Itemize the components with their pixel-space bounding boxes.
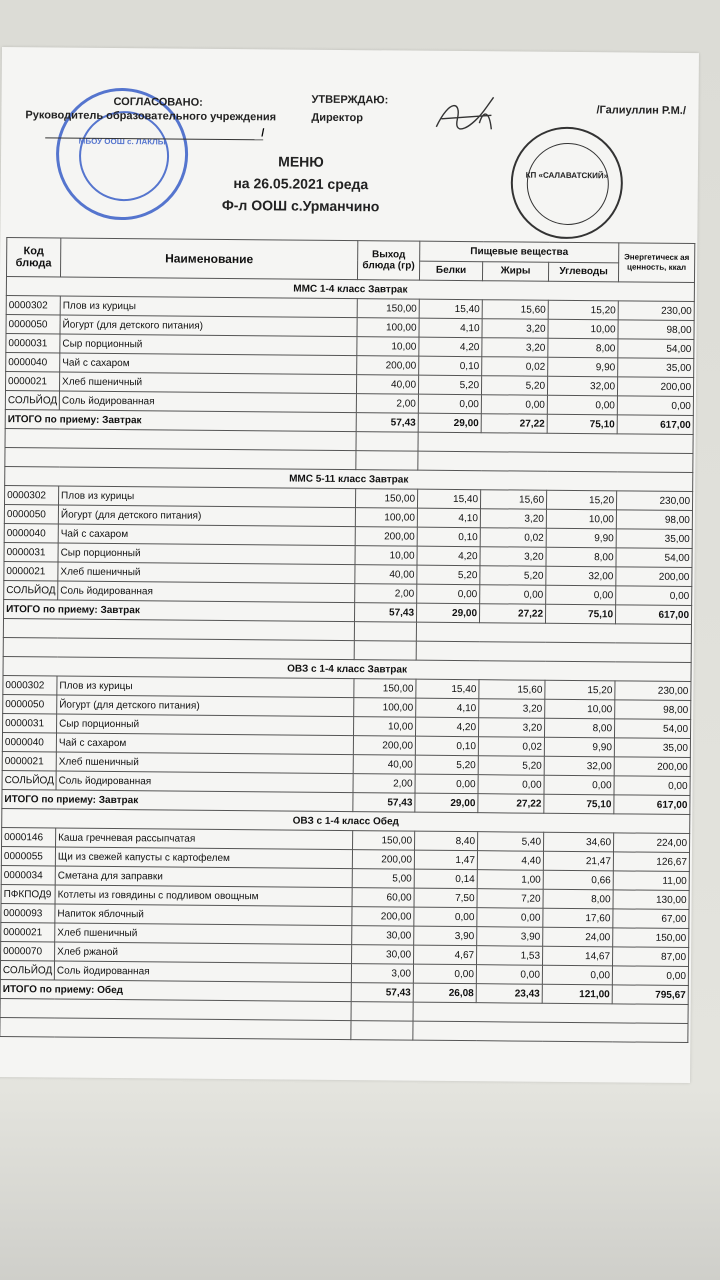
dish-energy: 98,00	[615, 700, 691, 720]
director-name: /Галиуллин Р.М./	[596, 104, 686, 117]
dish-name: Хлеб ржаной	[55, 942, 352, 964]
dish-fat: 15,60	[480, 490, 546, 510]
dish-carbs: 10,00	[548, 319, 618, 339]
dish-energy: 98,00	[616, 510, 692, 530]
dish-name: Хлеб пшеничный	[58, 562, 355, 584]
dish-energy: 224,00	[613, 833, 689, 853]
col-energy: Энергетическ ая ценность, ккал	[618, 243, 694, 283]
dish-code: 0000070	[1, 942, 55, 961]
dish-energy: 0,00	[617, 396, 693, 416]
dish-fat: 4,40	[477, 851, 543, 871]
dish-fat: 0,02	[478, 737, 544, 757]
dish-protein: 5,20	[417, 565, 480, 585]
menu-table-body	[0, 277, 694, 1043]
signature-line-end: /	[261, 127, 265, 140]
total-energy: 617,00	[615, 605, 691, 625]
dish-name: Чай с сахаром	[60, 353, 357, 375]
dish-carbs: 0,00	[542, 965, 612, 985]
dish-protein: 0,00	[413, 964, 476, 984]
dish-protein: 0,00	[417, 584, 480, 604]
dish-protein: 0,10	[415, 736, 478, 756]
total-protein: 29,00	[418, 413, 481, 433]
dish-code: СОЛЬЙОД	[2, 771, 56, 790]
school-name: Ф-л ООШ с.Урманчино	[221, 196, 380, 215]
dish-code: 0000050	[4, 505, 58, 524]
total-weight: 57,43	[354, 603, 416, 623]
dish-weight: 150,00	[355, 489, 417, 509]
dish-name: Сметана для заправки	[55, 866, 352, 888]
menu-date: на 26.05.2021 среда	[233, 175, 369, 193]
dish-energy: 35,00	[616, 529, 692, 549]
total-carbs: 75,10	[544, 794, 614, 814]
total-label: ИТОГО по приему: Завтрак	[2, 790, 353, 812]
dish-name: Хлеб пшеничный	[56, 752, 353, 774]
dish-fat: 0,00	[476, 965, 542, 985]
dish-code: 0000040	[2, 733, 56, 752]
blank-cell	[416, 641, 691, 662]
dish-fat: 1,00	[477, 870, 543, 890]
dish-energy: 126,67	[613, 852, 689, 872]
dish-code: СОЛЬЙОД	[0, 961, 54, 980]
dish-protein: 15,40	[417, 489, 480, 509]
dish-code: 0000031	[3, 714, 57, 733]
dish-code: 0000021	[2, 752, 56, 771]
dish-weight: 100,00	[355, 508, 417, 528]
dish-energy: 130,00	[613, 890, 689, 910]
dish-weight: 3,00	[351, 964, 413, 984]
dish-fat: 5,20	[481, 376, 547, 396]
dish-energy: 35,00	[618, 358, 694, 378]
dish-weight: 40,00	[356, 375, 418, 395]
dish-name: Каша гречневая рассыпчатая	[56, 828, 353, 850]
section-title: ММС 1-4 класс Завтрак	[6, 277, 694, 302]
dish-name: Йогурт (для детского питания)	[58, 505, 355, 527]
dish-weight: 2,00	[355, 584, 417, 604]
dish-code: 0000302	[3, 676, 57, 695]
total-label: ИТОГО по приему: Завтрак	[5, 410, 356, 432]
dish-energy: 230,00	[615, 681, 691, 701]
dish-weight: 100,00	[354, 698, 416, 718]
dish-fat: 0,00	[480, 585, 546, 605]
dish-name: Чай с сахаром	[56, 733, 353, 755]
dish-weight: 2,00	[353, 774, 415, 794]
dish-code: 0000055	[1, 847, 55, 866]
dish-protein: 4,20	[419, 337, 482, 357]
section-title: ОВЗ с 1-4 класс Обед	[2, 809, 690, 834]
dish-code: 0000050	[3, 695, 57, 714]
dish-protein: 8,40	[415, 831, 478, 851]
dish-energy: 0,00	[616, 586, 692, 606]
dish-carbs: 14,67	[543, 946, 613, 966]
dish-energy: 87,00	[613, 947, 689, 967]
dish-fat: 15,60	[479, 680, 545, 700]
total-energy: 795,67	[612, 985, 688, 1005]
dish-code: СОЛЬЙОД	[5, 391, 59, 410]
total-weight: 57,43	[351, 983, 413, 1003]
total-fat: 27,22	[479, 604, 545, 624]
dish-carbs: 8,00	[544, 718, 614, 738]
dish-carbs: 8,00	[546, 547, 616, 567]
col-code: Код блюда	[6, 238, 60, 277]
dish-carbs: 9,90	[548, 357, 618, 377]
total-fat: 23,43	[476, 984, 542, 1004]
dish-code: 0000040	[6, 353, 60, 372]
blank-cell	[356, 451, 418, 471]
total-fat: 27,22	[478, 794, 544, 814]
dish-name: Сыр порционный	[58, 543, 355, 565]
col-fat: Жиры	[482, 261, 548, 281]
dish-code: СОЛЬЙОД	[4, 581, 58, 600]
dish-weight: 200,00	[357, 356, 419, 376]
total-protein: 29,00	[416, 603, 479, 623]
blank-cell	[354, 622, 416, 642]
dish-code: 0000021	[4, 562, 58, 581]
dish-name: Соль йодированная	[54, 961, 351, 983]
dish-energy: 35,00	[614, 738, 690, 758]
dish-protein: 0,00	[414, 907, 477, 927]
dish-energy: 0,00	[614, 776, 690, 796]
dish-energy: 200,00	[614, 757, 690, 777]
dish-weight: 10,00	[357, 337, 419, 357]
dish-protein: 1,47	[414, 850, 477, 870]
dish-energy: 11,00	[613, 871, 689, 891]
dish-carbs: 32,00	[546, 566, 616, 586]
total-carbs: 75,10	[545, 604, 615, 624]
total-energy: 617,00	[617, 415, 693, 435]
col-carbs: Углеводы	[548, 262, 618, 282]
dish-weight: 40,00	[353, 755, 415, 775]
total-protein: 26,08	[413, 983, 476, 1003]
dish-name: Хлеб пшеничный	[60, 372, 357, 394]
dish-name: Напиток яблочный	[55, 904, 352, 926]
dish-code: 0000302	[5, 486, 59, 505]
dish-energy: 0,00	[612, 966, 688, 986]
dish-name: Котлеты из говядины с подливом овощным	[55, 885, 352, 907]
dish-energy: 54,00	[616, 548, 692, 568]
dish-energy: 200,00	[616, 567, 692, 587]
dish-weight: 5,00	[352, 869, 414, 889]
dish-code: 0000034	[1, 866, 55, 885]
dish-fat: 15,60	[482, 300, 548, 320]
dish-energy: 150,00	[613, 928, 689, 948]
dish-fat: 0,00	[481, 395, 547, 415]
dish-fat: 5,40	[478, 832, 544, 852]
blank-cell	[418, 432, 693, 453]
dish-fat: 3,20	[478, 718, 544, 738]
dish-protein: 0,10	[417, 527, 480, 547]
dish-protein: 7,50	[414, 888, 477, 908]
dish-weight: 200,00	[355, 527, 417, 547]
blank-cell	[418, 451, 693, 472]
dish-code: ПФКПОД9	[1, 885, 55, 904]
dish-weight: 100,00	[357, 318, 419, 338]
dish-fat: 0,00	[477, 908, 543, 928]
dish-name: Соль йодированная	[58, 581, 355, 603]
dish-name: Йогурт (для детского питания)	[60, 315, 357, 337]
col-name: Наименование	[60, 238, 357, 280]
col-weight: Выход блюда (гр)	[357, 241, 419, 281]
dish-protein: 0,14	[414, 869, 477, 889]
dish-carbs: 32,00	[547, 376, 617, 396]
dish-protein: 3,90	[414, 926, 477, 946]
dish-fat: 3,20	[479, 699, 545, 719]
dish-carbs: 21,47	[543, 851, 613, 871]
blank-cell	[413, 1002, 688, 1023]
dish-fat: 3,20	[480, 509, 546, 529]
dish-name: Соль йодированная	[59, 391, 356, 413]
dish-energy: 67,00	[613, 909, 689, 929]
dish-fat: 5,20	[480, 566, 546, 586]
col-protein: Белки	[419, 261, 482, 281]
total-carbs: 75,10	[547, 414, 617, 434]
dish-protein: 5,20	[418, 375, 481, 395]
dish-code: 0000021	[6, 372, 60, 391]
dish-weight: 150,00	[357, 299, 419, 319]
dish-carbs: 15,20	[548, 300, 618, 320]
total-weight: 57,43	[356, 413, 418, 433]
dish-energy: 54,00	[614, 719, 690, 739]
dish-carbs: 8,00	[543, 889, 613, 909]
dish-energy: 200,00	[617, 377, 693, 397]
dish-name: Щи из свежей капусты с картофелем	[55, 847, 352, 869]
dish-weight: 150,00	[354, 679, 416, 699]
dish-code: 0000031	[6, 334, 60, 353]
dish-fat: 3,20	[482, 338, 548, 358]
dish-protein: 15,40	[419, 299, 482, 319]
dish-fat: 5,20	[478, 756, 544, 776]
dish-carbs: 0,00	[546, 585, 616, 605]
school-seal-text: МБОУ ООШ с. ЛАКЛЫ	[78, 136, 166, 147]
col-nutrients: Пищевые вещества	[420, 241, 619, 262]
dish-code: 0000021	[1, 923, 55, 942]
total-protein: 29,00	[415, 793, 478, 813]
dish-fat: 3,20	[482, 319, 548, 339]
dish-fat: 7,20	[477, 889, 543, 909]
total-energy: 617,00	[614, 795, 690, 815]
section-title: ММС 5-11 класс Завтрак	[5, 467, 693, 492]
menu-sheet	[0, 47, 699, 1083]
total-label: ИТОГО по приему: Обед	[0, 980, 351, 1002]
blank-cell	[413, 1021, 688, 1042]
total-fat: 27,22	[481, 414, 547, 434]
section-title: ОВЗ с 1-4 класс Завтрак	[3, 657, 691, 682]
dish-carbs: 15,20	[546, 490, 616, 510]
dish-energy: 54,00	[618, 339, 694, 359]
dish-protein: 4,10	[419, 318, 482, 338]
dish-weight: 60,00	[352, 888, 414, 908]
agreed-label: СОГЛАСОВАНО:	[113, 95, 203, 109]
dish-carbs: 8,00	[548, 338, 618, 358]
dish-weight: 200,00	[352, 850, 414, 870]
dish-protein: 4,20	[416, 717, 479, 737]
dish-fat: 0,00	[478, 775, 544, 795]
dish-name: Плов из курицы	[59, 486, 356, 508]
total-weight: 57,43	[353, 793, 415, 813]
dish-protein: 4,67	[414, 945, 477, 965]
dish-energy: 230,00	[618, 301, 694, 321]
dish-energy: 98,00	[618, 320, 694, 340]
menu-table	[0, 237, 695, 1043]
director-signature	[431, 89, 511, 140]
dish-name: Плов из курицы	[57, 676, 354, 698]
dish-protein: 4,10	[416, 698, 479, 718]
dish-energy: 230,00	[616, 491, 692, 511]
dish-code: 0000093	[1, 904, 55, 923]
dish-fat: 3,20	[480, 547, 546, 567]
dish-carbs: 32,00	[544, 756, 614, 776]
dish-carbs: 0,00	[544, 775, 614, 795]
approve-role: Директор	[311, 111, 364, 125]
dish-protein: 0,10	[419, 356, 482, 376]
dish-code: 0000302	[6, 296, 60, 315]
agreed-role: Руководитель образовательного учреждения	[25, 109, 277, 124]
dish-name: Соль йодированная	[56, 771, 353, 793]
dish-name: Плов из курицы	[60, 296, 357, 318]
dish-name: Сыр порционный	[57, 714, 354, 736]
total-label: ИТОГО по приему: Завтрак	[4, 600, 355, 622]
dish-protein: 0,00	[415, 774, 478, 794]
dish-protein: 4,20	[417, 546, 480, 566]
dish-carbs: 24,00	[543, 927, 613, 947]
dish-carbs: 0,00	[547, 395, 617, 415]
blank-cell	[351, 1002, 413, 1022]
blank-cell	[356, 432, 418, 452]
menu-title: МЕНЮ	[278, 153, 324, 170]
dish-carbs: 34,60	[544, 832, 614, 852]
dish-weight: 30,00	[352, 926, 414, 946]
dish-weight: 200,00	[352, 907, 414, 927]
dish-carbs: 9,90	[544, 737, 614, 757]
dish-fat: 1,53	[477, 946, 543, 966]
menu-table-header	[6, 238, 694, 283]
approve-label: УТВЕРЖДАЮ:	[311, 93, 389, 107]
dish-weight: 10,00	[355, 546, 417, 566]
dish-carbs: 9,90	[546, 528, 616, 548]
dish-protein: 4,10	[417, 508, 480, 528]
blank-cell	[416, 622, 691, 643]
dish-protein: 5,20	[415, 755, 478, 775]
supplier-seal-text: КП «САЛАВАТСКИЙ»	[525, 170, 609, 181]
dish-code: 0000040	[4, 524, 58, 543]
dish-protein: 15,40	[416, 679, 479, 699]
dish-code: 0000050	[6, 315, 60, 334]
dish-name: Чай с сахаром	[58, 524, 355, 546]
dish-name: Сыр порционный	[60, 334, 357, 356]
dish-carbs: 15,20	[545, 680, 615, 700]
dish-code: 0000146	[2, 828, 56, 847]
dish-name: Хлеб пшеничный	[55, 923, 352, 945]
dish-weight: 30,00	[352, 945, 414, 965]
dish-weight: 200,00	[353, 736, 415, 756]
dish-weight: 10,00	[354, 717, 416, 737]
dish-weight: 150,00	[353, 831, 415, 851]
dish-protein: 0,00	[418, 394, 481, 414]
dish-carbs: 0,66	[543, 870, 613, 890]
dish-fat: 0,02	[480, 528, 546, 548]
blank-cell	[0, 1018, 351, 1040]
dish-carbs: 10,00	[546, 509, 616, 529]
blank-cell	[351, 1021, 413, 1041]
total-carbs: 121,00	[542, 984, 612, 1004]
blank-cell	[354, 641, 416, 661]
dish-fat: 0,02	[482, 357, 548, 377]
dish-carbs: 17,60	[543, 908, 613, 928]
dish-weight: 2,00	[356, 394, 418, 414]
dish-name: Йогурт (для детского питания)	[57, 695, 354, 717]
dish-carbs: 10,00	[545, 699, 615, 719]
dish-code: 0000031	[4, 543, 58, 562]
dish-weight: 40,00	[355, 565, 417, 585]
dish-fat: 3,90	[477, 927, 543, 947]
